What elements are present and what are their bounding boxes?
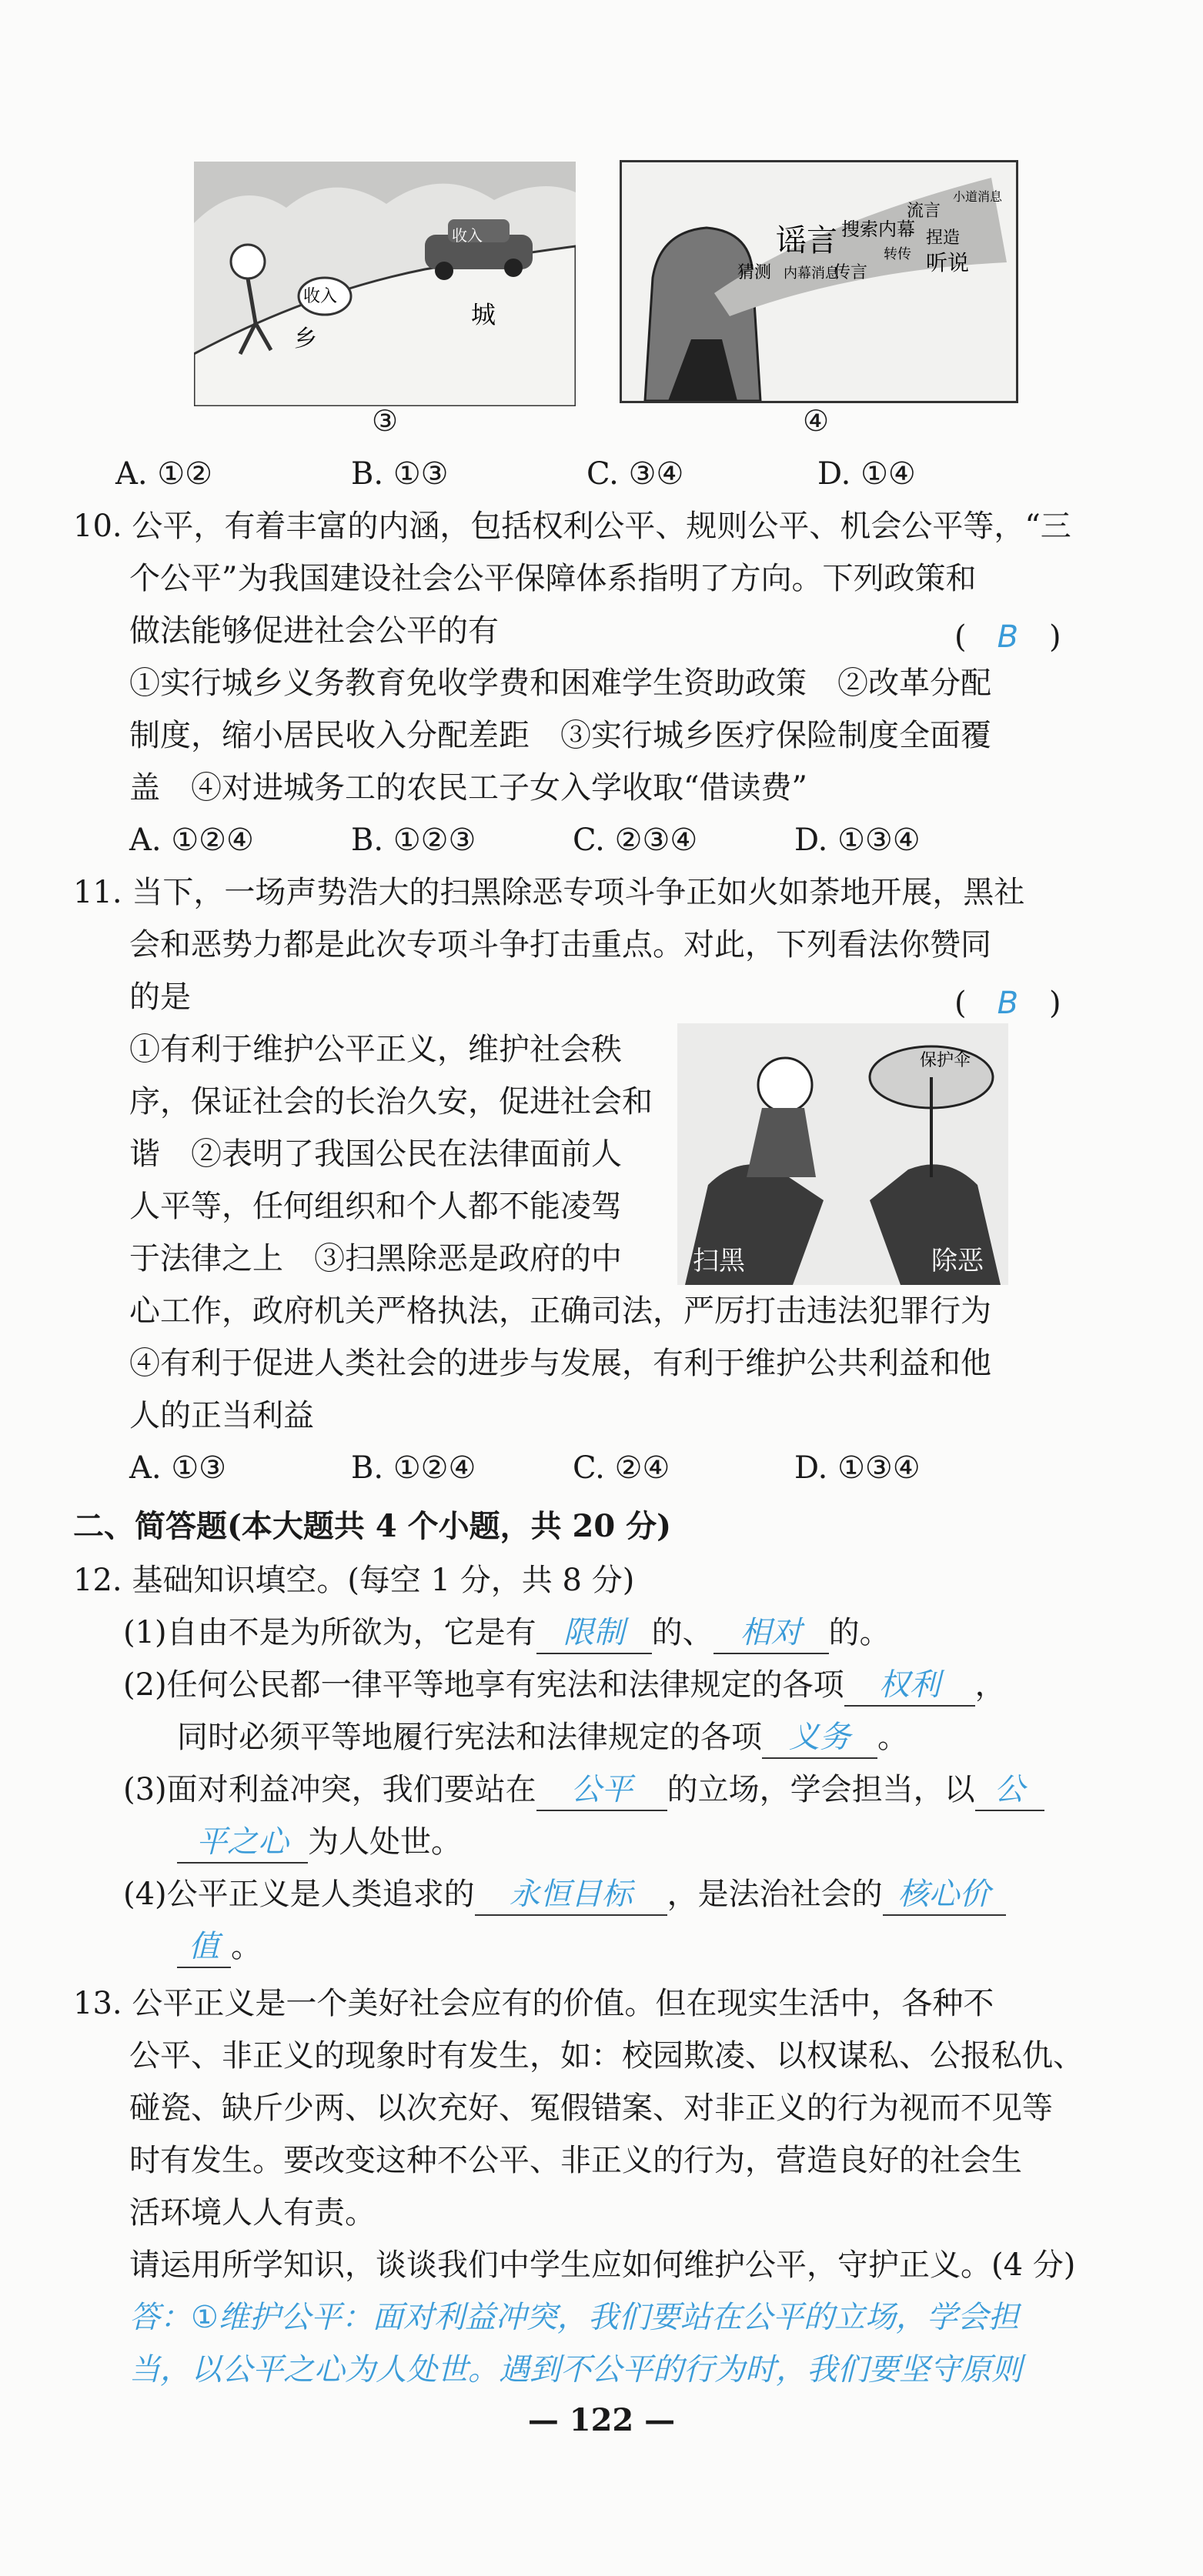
q11-stem-line-1: 11. 当下，一场声势浩大的扫黑除恶专项斗争正如火如荼地开展，黑社 <box>73 875 1025 910</box>
q13-line-6: 请运用所学知识，谈谈我们中学生应如何维护公平，守护正义。(4 分) <box>129 2247 1076 2283</box>
q13-line-1: 13. 公平正义是一个美好社会应有的价值。但在现实生活中，各种不 <box>73 1986 994 2021</box>
q12-part-1 <box>123 1613 891 1654</box>
q12-p2-text-e: 同时必须平等地履行宪法和法律规定的各项 <box>177 1720 762 1755</box>
q11-option-b: B. ①②④ <box>351 1450 476 1486</box>
q11-item-full-1: 心工作，政府机关严格执法，正确司法，严厉打击违法犯罪行为 <box>129 1293 991 1329</box>
q11-option-d: D. ①③④ <box>794 1450 921 1486</box>
fig4-label-heard: 听说 <box>926 250 970 275</box>
fig4-label-spread: 转传 <box>884 246 911 262</box>
q12-p3-text-a: (3)面对利益冲突，我们要站在 <box>123 1772 536 1807</box>
q12-part-2-cont <box>177 1717 908 1759</box>
fig4-label-rumor: 谣言 <box>776 223 837 259</box>
q12-p2-blank-2: 义务 <box>762 1717 877 1759</box>
q12-part-4-cont <box>177 1927 262 1968</box>
q12-p2-text-c: ， <box>974 1667 1006 1703</box>
fig4-label-search: 搜索内幕 <box>841 219 915 240</box>
q11-item-left-1: ①有利于维护公平正义，维护社会秩 <box>129 1032 622 1067</box>
q12-p2-text-a: (2)任何公民都一律平等地享有宪法和法律规定的各项 <box>123 1667 844 1703</box>
q11-answer: B <box>997 986 1019 1021</box>
q12-p1-text-c: 的、 <box>651 1615 713 1650</box>
q13-answer-line-2: 当，以公平之心为人处世。遇到不公平的行为时，我们要坚守原则 <box>129 2352 1022 2387</box>
q11-stem-line-3: 的是 <box>129 979 191 1015</box>
fig3-label-income-rural: 收入 <box>303 287 338 306</box>
sweep-gangs-cartoon <box>677 1023 1008 1285</box>
fig4-label-grapevine: 小道消息 <box>953 189 1003 204</box>
q10-options <box>129 820 921 860</box>
q13-line-5: 活环境人人有责。 <box>129 2195 376 2231</box>
q12-p4-text-d: 。 <box>231 1929 262 1964</box>
fig3-label-city: 城 <box>471 300 496 329</box>
q10-answer-bracket: ( B ) <box>954 619 1061 655</box>
rumor-illustration <box>622 162 1016 401</box>
q12-p1-blank-2: 相对 <box>713 1613 829 1654</box>
q11-item-left-2: 序，保证社会的长治久安，促进社会和 <box>129 1084 653 1119</box>
q11-options <box>129 1448 921 1488</box>
q12-p2-text-f: 。 <box>877 1720 908 1755</box>
q12-part-2 <box>123 1665 1006 1707</box>
q12-p3-blank-2b: 平之心 <box>177 1822 308 1864</box>
q11-stem-line-2: 会和恶势力都是此次专项斗争打击重点。对此，下列看法你赞同 <box>129 927 991 963</box>
q9-option-c: C. ③④ <box>586 456 684 492</box>
fig4-label-inside-news: 内幕消息 <box>784 265 839 282</box>
section-2-title: 二、简答题(本大题共 4 个小题，共 20 分) <box>73 1508 672 1544</box>
q12-p3-blank-1: 公平 <box>536 1770 667 1811</box>
q11-cartoon-label-sweep: 扫黑 <box>693 1246 745 1276</box>
q11-item-full-2: ④有利于促进人类社会的进步与发展，有利于维护公共利益和他 <box>129 1346 991 1381</box>
q12-p3-text-c: 的立场，学会担当，以 <box>667 1772 975 1807</box>
q11-cartoon <box>677 1023 1008 1285</box>
q12-part-4 <box>123 1874 1006 1916</box>
q12-p4-blank-2b: 值 <box>177 1927 231 1968</box>
q11-item-left-4: 人平等，任何组织和个人都不能凌驾 <box>129 1189 622 1224</box>
q12-stem: 12. 基础知识填空。(每空 1 分，共 8 分) <box>73 1563 635 1598</box>
page-number: — 122 — <box>527 2402 676 2438</box>
q11-cartoon-label-eliminate: 除恶 <box>931 1246 984 1276</box>
q10-option-a: A. ①②④ <box>129 823 254 858</box>
q10-option-b: B. ①②③ <box>351 823 476 858</box>
q10-stem-line-2: 个公平”为我国建设社会公平保障体系指明了方向。下列政策和 <box>129 561 977 596</box>
q11-item-full-3: 人的正当利益 <box>129 1398 314 1433</box>
q12-p4-text-a: (4)公平正义是人类追求的 <box>123 1877 475 1912</box>
q9-option-b: B. ①③ <box>351 456 449 492</box>
q12-p3-blank-2a: 公 <box>975 1770 1044 1811</box>
q12-p3-text-d: 为人处世。 <box>308 1824 462 1860</box>
q13-line-2: 公平、非正义的现象时有发生，如：校园欺凌、以权谋私、公报私仇、 <box>129 2038 1084 2074</box>
q11-item-left-3: 谐 ②表明了我国公民在法律面前人 <box>129 1136 622 1172</box>
q12-p4-blank-1: 永恒目标 <box>475 1874 667 1916</box>
q13-line-4: 时有发生。要改变这种不公平、非正义的行为，营造良好的社会生 <box>129 2143 1022 2178</box>
figure-3-caption: ③ <box>371 404 399 438</box>
figure-4-caption: ④ <box>802 404 830 438</box>
q10-item-line-3: 盖 ④对进城务工的农民工子女入学收取“借读费” <box>129 770 807 806</box>
fig4-label-gossip: 流言 <box>907 202 941 221</box>
urban-rural-income-illustration <box>194 162 576 406</box>
q10-option-c: C. ②③④ <box>573 823 698 858</box>
q12-p1-text-d: 的。 <box>828 1615 891 1650</box>
q12-p1-blank-1: 限制 <box>536 1613 652 1654</box>
q12-p2-blank-1: 权利 <box>844 1665 975 1707</box>
q9-options <box>115 454 916 494</box>
q11-cartoon-label-umbrella: 保护伞 <box>920 1051 971 1070</box>
q10-answer: B <box>997 619 1019 655</box>
q12-p4-text-c: ，是法治社会的 <box>667 1877 883 1912</box>
fig3-label-rural: 乡 <box>294 325 317 352</box>
q12-p4-blank-2a: 核心价 <box>883 1874 1006 1916</box>
figure-3-cartoon <box>194 162 576 406</box>
q11-item-left-5: 于法律之上 ③扫黑除恶是政府的中 <box>129 1241 622 1276</box>
figure-4-cartoon <box>620 160 1018 403</box>
q12-part-3 <box>123 1770 1044 1811</box>
q10-item-line-2: 制度，缩小居民收入分配差距 ③实行城乡医疗保险制度全面覆 <box>129 718 991 753</box>
q10-stem-line-1: 10. 公平，有着丰富的内涵，包括权利公平、规则公平、机会公平等，“三 <box>73 509 1071 544</box>
q11-option-c: C. ②④ <box>573 1450 670 1486</box>
q12-part-3-cont <box>177 1822 462 1864</box>
fig4-label-fabricate: 捏造 <box>926 229 961 248</box>
q10-option-d: D. ①③④ <box>794 823 921 858</box>
fig3-label-income-urban: 收入 <box>452 226 483 245</box>
q11-option-a: A. ①③ <box>129 1450 227 1486</box>
q13-line-3: 碰瓷、缺斤少两、以次充好、冤假错案、对非正义的行为视而不见等 <box>129 2090 1053 2126</box>
fig4-label-guess: 猜测 <box>737 263 772 282</box>
q12-p1-text-a: (1)自由不是为所欲为，它是有 <box>123 1615 536 1650</box>
q11-answer-bracket: ( B ) <box>954 986 1061 1021</box>
q9-option-a: A. ①② <box>115 456 213 492</box>
q10-item-line-1: ①实行城乡义务教育免收学费和困难学生资助政策 ②改革分配 <box>129 666 991 701</box>
q10-stem-line-3: 做法能够促进社会公平的有 <box>129 613 499 649</box>
fig4-label-hearsay: 传言 <box>834 263 868 282</box>
q13-answer-line-1: 答：①维护公平：面对利益冲突，我们要站在公平的立场，学会担 <box>129 2300 1019 2335</box>
q9-option-d: D. ①④ <box>817 456 916 492</box>
